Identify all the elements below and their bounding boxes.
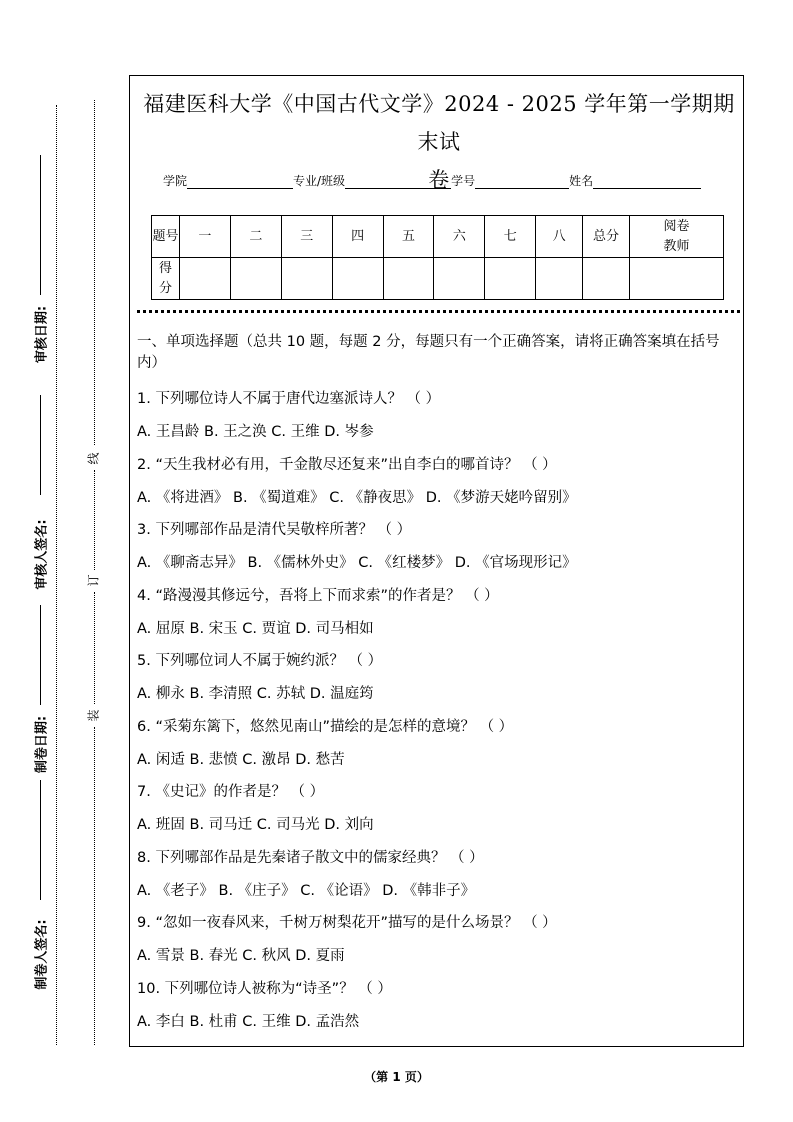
options-6: A. 闲适 B. 悲愤 C. 激昂 D. 愁苦 — [137, 752, 345, 768]
name-field[interactable] — [593, 175, 701, 189]
score-cell[interactable] — [281, 258, 332, 300]
major-field[interactable] — [345, 175, 451, 189]
maker-date-line — [40, 605, 41, 705]
options-3: A. 《聊斋志异》 B. 《儒林外史》 C. 《红楼梦》 D. 《官场现形记》 — [137, 555, 577, 571]
options-1: A. 王昌龄 B. 王之涣 C. 王维 D. 岑参 — [137, 424, 374, 440]
maker-date-label: 制卷日期: — [34, 715, 50, 774]
binding-char-line: 线 — [86, 452, 101, 465]
score-header-cell: 一 — [179, 216, 230, 258]
student-info-row — [163, 172, 723, 189]
binding-char-order: 订 — [86, 574, 101, 587]
question-5: 5. 下列哪位词人不属于婉约派？ （ ） — [137, 653, 383, 669]
score-cell[interactable] — [630, 258, 724, 300]
score-cell[interactable] — [383, 258, 434, 300]
binding-char-bind: 装 — [86, 709, 101, 722]
options-7: A. 班固 B. 司马迁 C. 司马光 D. 刘向 — [137, 817, 374, 833]
page-number: （第 1 页） — [364, 1070, 429, 1084]
maker-sign-label: 制卷人签名: — [34, 919, 50, 990]
score-header-cell: 五 — [383, 216, 434, 258]
binding-dotted-line-2 — [94, 470, 95, 570]
student-id-label: 学号 — [451, 174, 476, 188]
maker-sign-line — [40, 780, 41, 900]
separator-dotted — [137, 310, 740, 313]
name-label: 姓名 — [569, 174, 594, 188]
options-8: A. 《老子》 B. 《庄子》 C. 《论语》 D. 《韩非子》 — [137, 883, 476, 899]
reviewer-date-line — [40, 155, 41, 295]
reviewer-sign-label: 审核人签名: — [34, 519, 50, 590]
score-cell[interactable] — [179, 258, 230, 300]
question-8: 8. 下列哪部作品是先秦诸子散文中的儒家经典？ （ ） — [137, 850, 484, 866]
college-field[interactable] — [187, 175, 293, 189]
score-table-header-row — [152, 216, 724, 258]
outer-dotted-line — [56, 105, 57, 1045]
score-table-score-row — [152, 258, 724, 300]
reviewer-sign-line — [40, 395, 41, 495]
exam-title-line2: 卷 — [428, 168, 450, 192]
score-header-cell: 七 — [485, 216, 536, 258]
reviewer-date-label: 审核日期: — [34, 305, 50, 364]
options-9: A. 雪景 B. 春光 C. 秋风 D. 夏雨 — [137, 948, 345, 964]
score-cell[interactable] — [485, 258, 536, 300]
score-header-cell: 三 — [281, 216, 332, 258]
score-cell[interactable] — [536, 258, 583, 300]
score-header-cell: 二 — [230, 216, 281, 258]
exam-title-line1: 福建医科大学《中国古代文学》2024 - 2025 学年第一学期期末试 — [143, 92, 735, 154]
question-6: 6. “采菊东篱下，悠然见南山”描绘的是怎样的意境？ （ ） — [137, 719, 514, 735]
binding-dotted-line-3 — [94, 592, 95, 704]
student-id-field[interactable] — [475, 175, 569, 189]
binding-dotted-line-4 — [94, 727, 95, 1045]
question-10: 10. 下列哪位诗人被称为“诗圣”？ （ ） — [137, 981, 392, 997]
score-header-cell: 八 — [536, 216, 583, 258]
score-cell[interactable] — [434, 258, 485, 300]
score-header-cell: 四 — [332, 216, 383, 258]
college-label: 学院 — [163, 174, 188, 188]
options-10: A. 李白 B. 杜甫 C. 王维 D. 孟浩然 — [137, 1014, 360, 1030]
question-1: 1. 下列哪位诗人不属于唐代边塞派诗人？ （ ） — [137, 391, 441, 407]
question-7: 7. 《史记》的作者是？ （ ） — [137, 784, 325, 800]
score-header-cell: 阅卷教师 — [630, 216, 724, 258]
question-2: 2. “天生我材必有用，千金散尽还复来”出自李白的哪首诗？ （ ） — [137, 457, 557, 473]
score-table — [151, 215, 724, 300]
section-heading: 一、单项选择题（总共 10 题，每题 2 分，每题只有一个正确答案，请将正确答案填在括号内） — [137, 334, 720, 371]
score-cell[interactable] — [230, 258, 281, 300]
score-cell[interactable] — [583, 258, 630, 300]
options-4: A. 屈原 B. 宋玉 C. 贾谊 D. 司马相如 — [137, 621, 374, 637]
score-row-label: 得分 — [152, 258, 180, 300]
options-5: A. 柳永 B. 李清照 C. 苏轼 D. 温庭筠 — [137, 686, 374, 702]
major-label: 专业/班级 — [293, 174, 346, 188]
question-4: 4. “路漫漫其修远兮，吾将上下而求索”的作者是？ （ ） — [137, 588, 499, 604]
score-cell[interactable] — [332, 258, 383, 300]
question-3: 3. 下列哪部作品是清代吴敬梓所著？ （ ） — [137, 522, 412, 538]
score-header-cell: 六 — [434, 216, 485, 258]
question-9: 9. “忽如一夜春风来，千树万树梨花开”描写的是什么场景？ （ ） — [137, 915, 557, 931]
score-header-cell: 题号 — [152, 216, 180, 258]
options-2: A. 《将进酒》 B. 《蜀道难》 C. 《静夜思》 D. 《梦游天姥吟留别》 — [137, 490, 577, 506]
binding-dotted-line-1 — [94, 100, 95, 445]
score-header-cell: 总分 — [583, 216, 630, 258]
